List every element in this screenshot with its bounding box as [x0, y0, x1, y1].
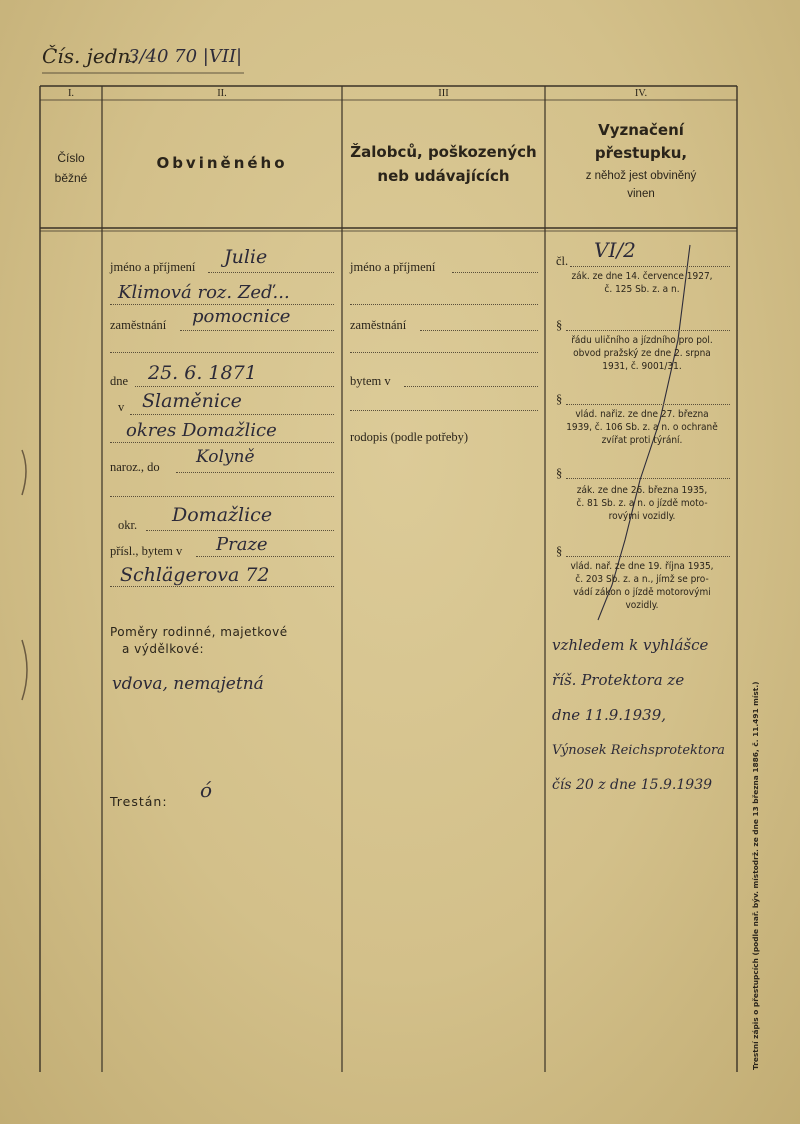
- offence-hw-line4: Výnosek Reichsprotektora: [552, 743, 725, 758]
- accused-job-value: pomocnice: [192, 306, 291, 327]
- offence-hw-line3: dne 11.9.1939,: [552, 706, 667, 724]
- ref-value: 3/40 70 |VII|: [128, 46, 243, 67]
- offence-law1-line2: č. 125 Sb. z. a n.: [604, 284, 680, 295]
- accused-pomery-label-line2: a výdělkové:: [122, 642, 205, 656]
- side-text-wrapper: [743, 660, 769, 1070]
- accused-okr-value: Domažlice: [172, 504, 273, 526]
- accused-okr-line: [146, 530, 334, 531]
- accused-prisl-line2: [110, 586, 334, 587]
- offence-law5-line1: vlád. nař. ze dne 19. října 1935,: [570, 561, 714, 572]
- plaintiff-bytem-line2: [350, 410, 538, 411]
- ref-label: Čís. jedn.: [42, 44, 137, 68]
- offence-law2-line2: obvod pražský ze dne 2. srpna: [573, 348, 711, 359]
- offence-law3-line3: zvířat proti týrání.: [601, 435, 683, 446]
- col4-header-line4: vinen: [627, 188, 655, 200]
- plaintiff-bytem-label: bytem v: [350, 374, 391, 388]
- accused-v-value: Slaměnice: [142, 390, 242, 412]
- offence-cl-line: [570, 266, 730, 267]
- offence-para-4-line: [566, 478, 730, 479]
- offence-law4-line3: rovými vozidly.: [608, 511, 676, 522]
- offence-law4: [550, 484, 734, 523]
- offence-para-2: §: [556, 318, 563, 332]
- roman-numeral-1: I.: [67, 88, 75, 99]
- accused-dne-value: 25. 6. 1871: [148, 362, 257, 384]
- plaintiff-rodopis-label: rodopis (podle potřeby): [350, 430, 469, 444]
- plaintiff-bytem-line: [404, 386, 538, 387]
- col1-header-line2: běžné: [54, 171, 88, 185]
- offence-para-4: §: [556, 466, 563, 480]
- accused-naroz-value: Kolyně: [196, 447, 255, 467]
- offence-para-3: §: [556, 392, 563, 406]
- accused-v-line2: [110, 442, 334, 443]
- accused-name-value: Julie: [224, 246, 268, 268]
- offence-hw-line5: čís 20 z dne 15.9.1939: [552, 777, 713, 793]
- roman-numeral-2: II.: [217, 88, 227, 99]
- offence-para-3-line: [566, 404, 730, 405]
- offence-law3-line2: 1939, č. 106 Sb. z. a n. o ochraně: [566, 422, 718, 433]
- offence-para-2-line: [566, 330, 730, 331]
- offence-law2-line3: 1931, č. 9001/31.: [602, 361, 682, 372]
- accused-v-line: [130, 414, 334, 415]
- col1-header: [40, 148, 102, 188]
- accused-naroz-label: naroz., do: [110, 460, 160, 474]
- offence-para-5: §: [556, 544, 563, 558]
- accused-naroz-line2: [110, 496, 334, 497]
- col3-header-line1: Žalobců, poškozených: [350, 143, 537, 161]
- accused-name-line2: [110, 304, 334, 305]
- offence-law4-line1: zák. ze dne 26. března 1935,: [576, 485, 708, 496]
- col4-header-line1: Vyznačení: [598, 121, 684, 139]
- offence-para-5-line: [566, 556, 730, 557]
- roman-numeral-3: III: [438, 88, 449, 99]
- roman-numeral-4: IV.: [634, 88, 648, 99]
- accused-job-label: zaměstnání: [110, 318, 167, 332]
- col3-header: [342, 140, 545, 188]
- offence-law3: [550, 408, 734, 447]
- offence-law5-line2: č. 203 Sb. z. a n., jímž se pro-: [575, 574, 709, 585]
- col3-header-line2: neb udávajících: [377, 167, 510, 185]
- accused-job-line: [180, 330, 334, 331]
- accused-trestan-label: Trestán:: [110, 794, 168, 809]
- plaintiff-name-label: jméno a příjmení: [350, 260, 436, 274]
- accused-name-line: [208, 272, 334, 273]
- accused-dne-label: dne: [110, 374, 129, 388]
- accused-v-label: v: [118, 400, 125, 414]
- plaintiff-name-line2: [350, 304, 538, 305]
- accused-name-label: jméno a příjmení: [110, 260, 196, 274]
- offence-law5-line3: vádí zákon o jízdě motorovými: [573, 587, 711, 598]
- accused-prisl-label: přísl., bytem v: [110, 544, 183, 558]
- accused-okr-label: okr.: [118, 518, 138, 532]
- plaintiff-job-line: [420, 330, 538, 331]
- accused-v-value2: okres Domažlice: [126, 420, 277, 441]
- accused-pomery-label-line1: Poměry rodinné, majetkové: [110, 625, 288, 639]
- plaintiff-job-label: zaměstnání: [350, 318, 407, 332]
- offence-law5-line4: vozidly.: [625, 600, 659, 611]
- col2-header: Obviněného: [156, 154, 288, 172]
- offence-law4-line2: č. 81 Sb. z. a n. o jízdě moto-: [576, 498, 708, 509]
- offence-handwritten: [552, 628, 725, 803]
- accused-job-line2: [110, 352, 334, 353]
- accused-pomery-value: vdova, nemajetná: [112, 674, 264, 694]
- offence-hw-line1: vzhledem k vyhlášce: [552, 636, 709, 654]
- col4-header: [545, 118, 737, 202]
- accused-prisl-line: [196, 556, 334, 557]
- accused-name-value2: Klimová roz. Zeď...: [118, 282, 290, 303]
- offence-law1: [550, 270, 734, 296]
- offence-law3-line1: vlád. nařiz. ze dne 27. března: [575, 409, 709, 420]
- accused-prisl-value2: Schlägerova 72: [120, 564, 270, 586]
- offence-law2-line1: řádu uličního a jízdního pro pol.: [571, 335, 713, 346]
- offence-hw-line2: říš. Protektora ze: [552, 671, 685, 689]
- offence-cl-label: čl.: [556, 254, 569, 268]
- accused-trestan-value: ó: [200, 778, 213, 802]
- col4-header-line3: z něhož jest obviněný: [585, 170, 697, 182]
- plaintiff-name-line: [452, 272, 538, 273]
- offence-law5: [550, 560, 734, 612]
- accused-pomery-label: [110, 624, 288, 658]
- col4-header-line2: přestupku,: [594, 144, 688, 162]
- accused-prisl-value: Praze: [216, 534, 268, 555]
- accused-naroz-line: [176, 472, 334, 473]
- offence-cl-value: VI/2: [594, 238, 636, 262]
- accused-dne-line: [135, 386, 334, 387]
- plaintiff-job-line2: [350, 352, 538, 353]
- side-text: Trestní zápis o přestupcích (podle nař. býv. místodrž. ze dne 13 března 1886, č. 11.491 míst.): [751, 681, 760, 1070]
- col1-header-line1: Číslo: [57, 151, 85, 165]
- offence-law2: [550, 334, 734, 373]
- offence-law1-line1: zák. ze dne 14. července 1927,: [571, 271, 713, 282]
